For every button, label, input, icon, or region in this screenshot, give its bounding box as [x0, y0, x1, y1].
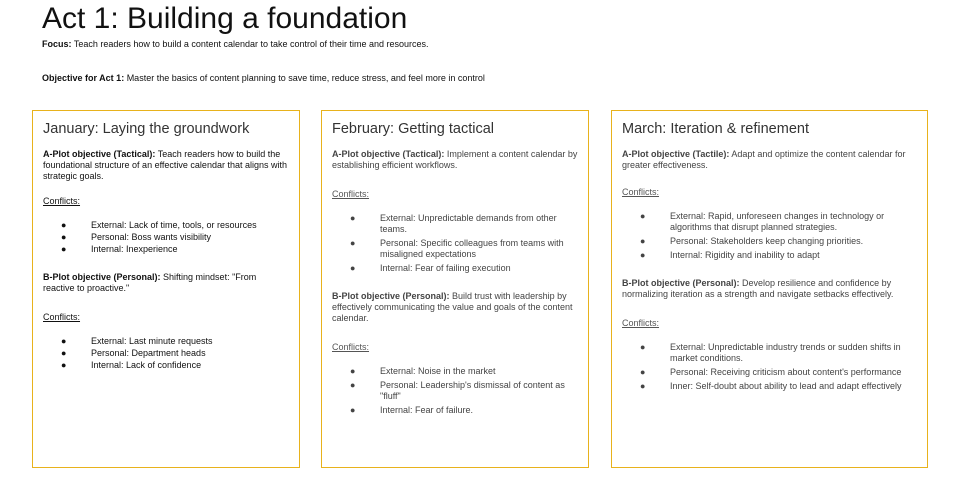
- list-item-text: External: Lack of time, tools, or resources: [91, 220, 257, 230]
- conflicts-list: [622, 342, 917, 392]
- b-plot-label: B-Plot objective (Personal):: [43, 272, 161, 282]
- list-item: [53, 232, 289, 243]
- month-card-february: [321, 110, 589, 468]
- bullet-icon: ●: [640, 250, 646, 260]
- conflicts-list: [332, 366, 578, 416]
- list-item: [53, 360, 289, 371]
- bullet-icon: ●: [350, 238, 356, 248]
- a-plot-objective: [43, 149, 289, 182]
- list-item: [632, 236, 917, 247]
- a-plot-text: Teach readers how to build the foundational structure of an effective calendar that aligns with strategic goals.: [43, 149, 287, 181]
- list-item: [632, 381, 917, 392]
- a-plot-label: A-Plot objective (Tactical):: [43, 149, 156, 159]
- list-item: [53, 336, 289, 347]
- bullet-icon: ●: [350, 263, 356, 273]
- conflicts-list: [43, 220, 289, 255]
- list-item-text: External: Unpredictable industry trends or sudden shifts in market conditions.: [670, 342, 901, 363]
- bullet-icon: ●: [350, 366, 356, 376]
- b-plot-label: B-Plot objective (Personal):: [622, 278, 740, 288]
- list-item: [632, 250, 917, 261]
- list-item-text: External: Rapid, unforeseen changes in technology or algorithms that disrupt planned strategies.: [670, 211, 885, 232]
- bullet-icon: ●: [350, 405, 356, 415]
- b-plot-text: Build trust with leadership by effectively communicating the value and goals of the content calendar.: [332, 291, 573, 323]
- list-item-text: Personal: Receiving criticism about content's performance: [670, 367, 902, 377]
- a-plot-label: A-Plot objective (Tactical):: [332, 149, 445, 159]
- month-title: February: Getting tactical: [332, 121, 494, 137]
- conflicts-list: [43, 336, 289, 371]
- conflicts-heading: Conflicts:: [622, 318, 660, 328]
- month-title: January: Laying the groundwork: [43, 121, 250, 137]
- list-item-text: Inner: Self-doubt about ability to lead and adapt effectively: [670, 381, 902, 391]
- list-item-text: Internal: Lack of confidence: [91, 360, 202, 370]
- list-item: [632, 342, 917, 364]
- list-item: [53, 220, 289, 231]
- bullet-icon: ●: [640, 211, 646, 221]
- list-item-text: Internal: Fear of failing execution: [380, 263, 511, 273]
- focus-label: Focus:: [42, 39, 72, 49]
- bullet-icon: ●: [640, 381, 646, 391]
- conflicts-heading: Conflicts:: [43, 312, 81, 322]
- month-card-january: [32, 110, 300, 468]
- bullet-icon: ●: [640, 342, 646, 352]
- objective-line: [42, 73, 485, 83]
- conflicts-heading: Conflicts:: [332, 342, 370, 352]
- bullet-icon: ●: [61, 360, 67, 370]
- a-plot-objective: [622, 149, 917, 171]
- bullet-icon: ●: [640, 236, 646, 246]
- list-item-text: Personal: Leadership's dismissal of content as "fluff": [380, 380, 565, 401]
- b-plot-objective: [43, 272, 289, 294]
- list-item-text: Personal: Department heads: [91, 348, 206, 358]
- list-item: [342, 366, 578, 377]
- list-item-text: Internal: Rigidity and inability to adapt: [670, 250, 820, 260]
- b-plot-objective: [622, 278, 917, 300]
- b-plot-objective: [332, 291, 578, 324]
- bullet-icon: ●: [61, 232, 67, 242]
- objective-text: Master the basics of content planning to save time, reduce stress, and feel more in control: [124, 73, 485, 83]
- list-item-text: External: Unpredictable demands from other teams.: [380, 213, 557, 234]
- list-item-text: Personal: Specific colleagues from teams with misaligned expectations: [380, 238, 564, 259]
- list-item-text: Internal: Fear of failure.: [380, 405, 474, 415]
- list-item-text: Personal: Boss wants visibility: [91, 232, 212, 242]
- page-title: Act 1: Building a foundation: [42, 2, 408, 35]
- a-plot-text: Implement a content calendar by establishing efficient workflows.: [332, 149, 578, 170]
- bullet-icon: ●: [61, 336, 67, 346]
- b-plot-label: B-Plot objective (Personal):: [332, 291, 450, 301]
- objective-label: Objective for Act 1:: [42, 73, 125, 83]
- list-item: [632, 211, 917, 233]
- conflicts-heading: Conflicts:: [622, 187, 660, 197]
- list-item-text: Personal: Stakeholders keep changing priorities.: [670, 236, 864, 246]
- list-item: [342, 263, 578, 274]
- list-item-text: External: Last minute requests: [91, 336, 213, 346]
- month-card-march: [611, 110, 928, 468]
- bullet-icon: ●: [61, 244, 67, 254]
- list-item: [342, 380, 578, 402]
- bullet-icon: ●: [350, 213, 356, 223]
- bullet-icon: ●: [640, 367, 646, 377]
- a-plot-label: A-Plot objective (Tactile):: [622, 149, 730, 159]
- list-item: [342, 238, 578, 260]
- conflicts-list: [332, 213, 578, 274]
- conflicts-heading: Conflicts:: [43, 196, 81, 206]
- bullet-icon: ●: [61, 348, 67, 358]
- list-item: [632, 367, 917, 378]
- conflicts-heading: Conflicts:: [332, 189, 370, 199]
- b-plot-text: Develop resilience and confidence by normalizing iteration as a strength and navigate setbacks effectively.: [622, 278, 894, 299]
- list-item: [342, 213, 578, 235]
- list-item: [53, 348, 289, 359]
- a-plot-text: Adapt and optimize the content calendar for greater effectiveness.: [622, 149, 906, 170]
- focus-line: [42, 39, 429, 49]
- list-item: [342, 405, 578, 416]
- b-plot-text: Shifting mindset: "From reactive to proactive.": [43, 272, 257, 293]
- list-item: [53, 244, 289, 255]
- list-item-text: Internal: Inexperience: [91, 244, 178, 254]
- conflicts-list: [622, 211, 917, 261]
- bullet-icon: ●: [350, 380, 356, 390]
- list-item-text: External: Noise in the market: [380, 366, 496, 376]
- focus-text: Teach readers how to build a content calendar to take control of their time and resources.: [71, 39, 429, 49]
- month-title: March: Iteration & refinement: [622, 121, 809, 137]
- bullet-icon: ●: [61, 220, 67, 230]
- a-plot-objective: [332, 149, 578, 171]
